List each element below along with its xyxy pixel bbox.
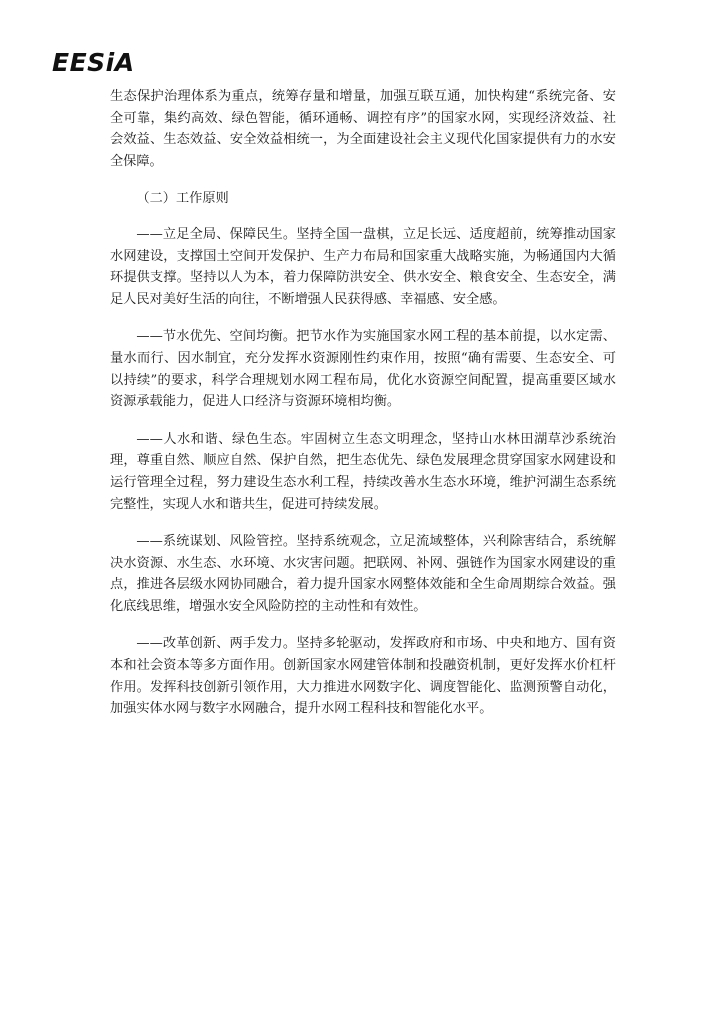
principle-paragraph-2: ——节水优先、空间均衡。把节水作为实施国家水网工程的基本前提，以水定需、量水而行、因水制宜，充分发挥水资源刚性约束作用，按照“确有需要、生态安全、可以持续”的要求，科学合理规划水网工程布局，优化水资源空间配置，提高重要区域水资源承载能力，促进人口经济与资源环境相均衡。 [110,329,616,410]
intro-paragraph: 生态保护治理体系为重点，统筹存量和增量，加强互联互通，加快构建“系统完备、安全可靠，集约高效、绿色智能，循环通畅、调控有序”的国家水网，实现经济效益、社会效益、生态效益、安全效益相统一，为全面建设社会主义现代化国家提供有力的水安全保障。 [110,89,616,169]
section-heading: （二）工作原则 [136,191,229,207]
principle-paragraph-3: ——人水和谐、绿色生态。牢固树立生态文明理念，坚持山水林田湖草沙系统治理，尊重自然、顺应自然、保护自然，把生态优先、绿色发展理念贯穿国家水网建设和运行管理全过程，努力建设生态水利工程，持续改善水生态水环境，维护河湖生态系统完整性，实现人水和谐共生，促进可持续发展。 [110,431,616,512]
principle-paragraph-4: ——系统谋划、风险管控。坚持系统观念，立足流域整体，兴利除害结合，系统解决水资源、水生态、水环境、水灾害问题。把联网、补网、强链作为国家水网建设的重点，推进各层级水网协同融合，着力提升国家水网整体效能和全生命周期综合效益。强化底线思维，增强水安全风险防控的主动性和有效性。 [110,534,616,614]
company-logo: EESiA [52,48,135,77]
principle-paragraph-5: ——改革创新、两手发力。坚持多轮驱动，发挥政府和市场、中央和地方、国有资本和社会资本等多方面作用。创新国家水网建管体制和投融资机制，更好发挥水价杠杆作用。发挥科技创新引领作用，大力推进水网数字化、调度智能化、监测预警自动化，加强实体水网与数字水网融合，提升水网工程科技和智能化水平。 [110,636,616,717]
principle-paragraph-1: ——立足全局、保障民生。坚持全国一盘棋，立足长远、适度超前，统筹推动国家水网建设，支撑国土空间开发保护、生产力布局和国家重大战略实施，为畅通国内大循环提供支撑。坚持以人为本，着力保障防洪安全、供水安全、粮食安全、生态安全，满足人民对美好生活的向往，不断增强人民获得感、幸福感、安全感。 [110,226,616,307]
document-body [110,86,616,720]
